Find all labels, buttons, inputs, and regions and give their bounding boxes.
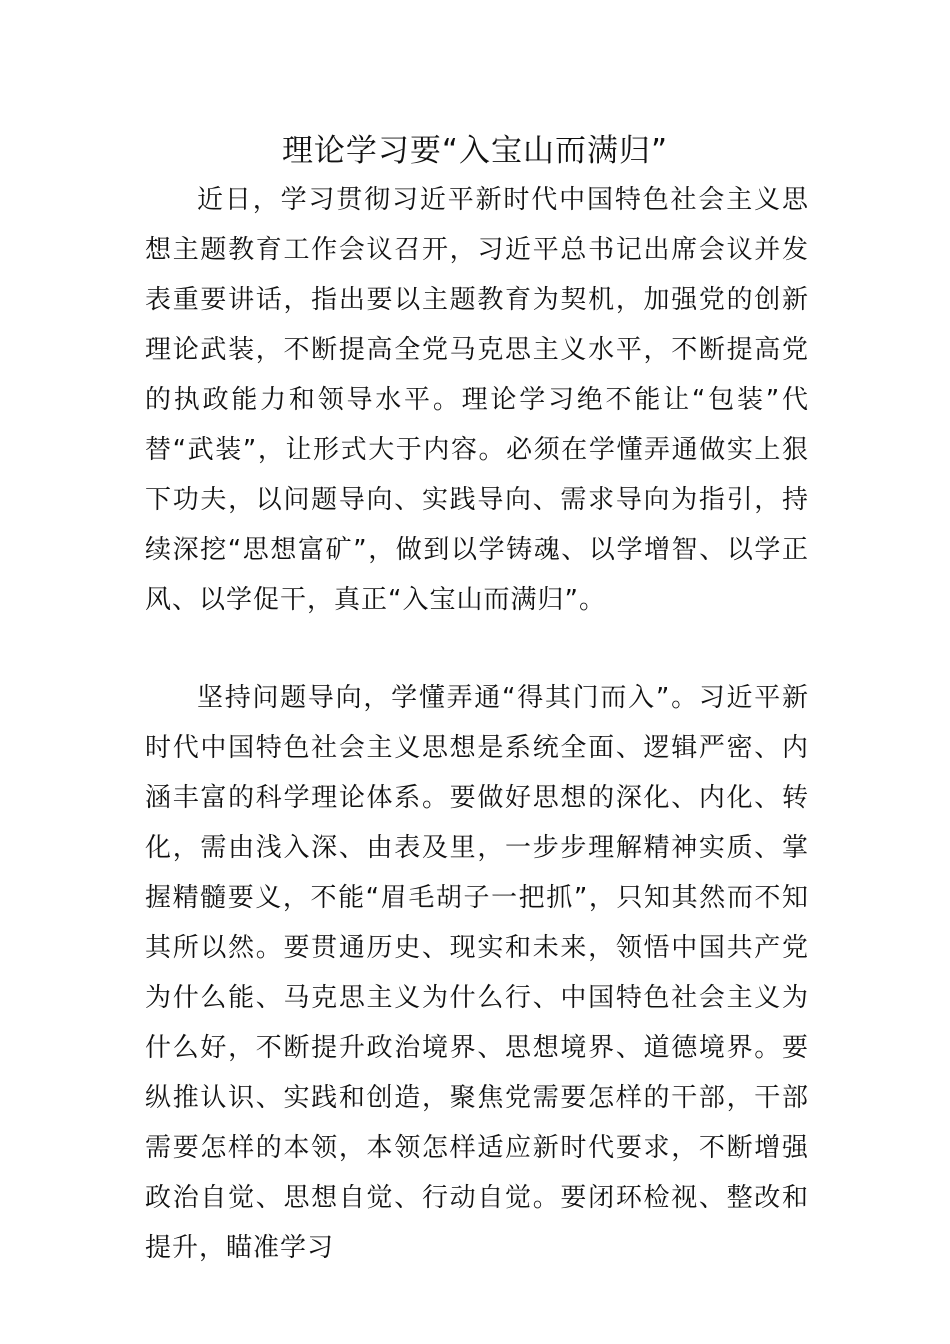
document-title: 理论学习要“入宝山而满归”: [281, 133, 669, 169]
paragraph-1: 近日，学习贯彻习近平新时代中国特色社会主义思想主题教育工作会议召开，习近平总书记出席会议并发表重要讲话，指出要以主题教育为契机，加强党的创新理论武装，不断提高全党马克思主义水平，不断提高党的执政能力和领导水平。理论学习绝不能让“包装”代替“武装”，让形式大于内容。必须在学懂弄通做实上狠下功夫，以问题导向、实践导向、需求导向为指引，持续深挖“思想富矿”，做到以学铸魂、以学增智、以学正风、以学促干，真正“入宝山而满归”。: [145, 185, 809, 615]
paragraph-2: 坚持问题导向，学懂弄通“得其门而入”。习近平新时代中国特色社会主义思想是系统全面、逻辑严密、内涵丰富的科学理论体系。要做好思想的深化、内化、转化，需由浅入深、由表及里，一步步理解精神实质、掌握精髓要义，不能“眉毛胡子一把抓”，只知其然而不知其所以然。要贯通历史、现实和未来，领悟中国共产党为什么能、马克思主义为什么行、中国特色社会主义为什么好，不断提升政治境界、思想境界、道德境界。要纵推认识、实践和创造，聚焦党需要怎样的干部，干部需要怎样的本领，本领怎样适应新时代要求，不断增强政治自觉、思想自觉、行动自觉。要闭环检视、整改和提升，瞄准学习: [145, 683, 809, 1263]
